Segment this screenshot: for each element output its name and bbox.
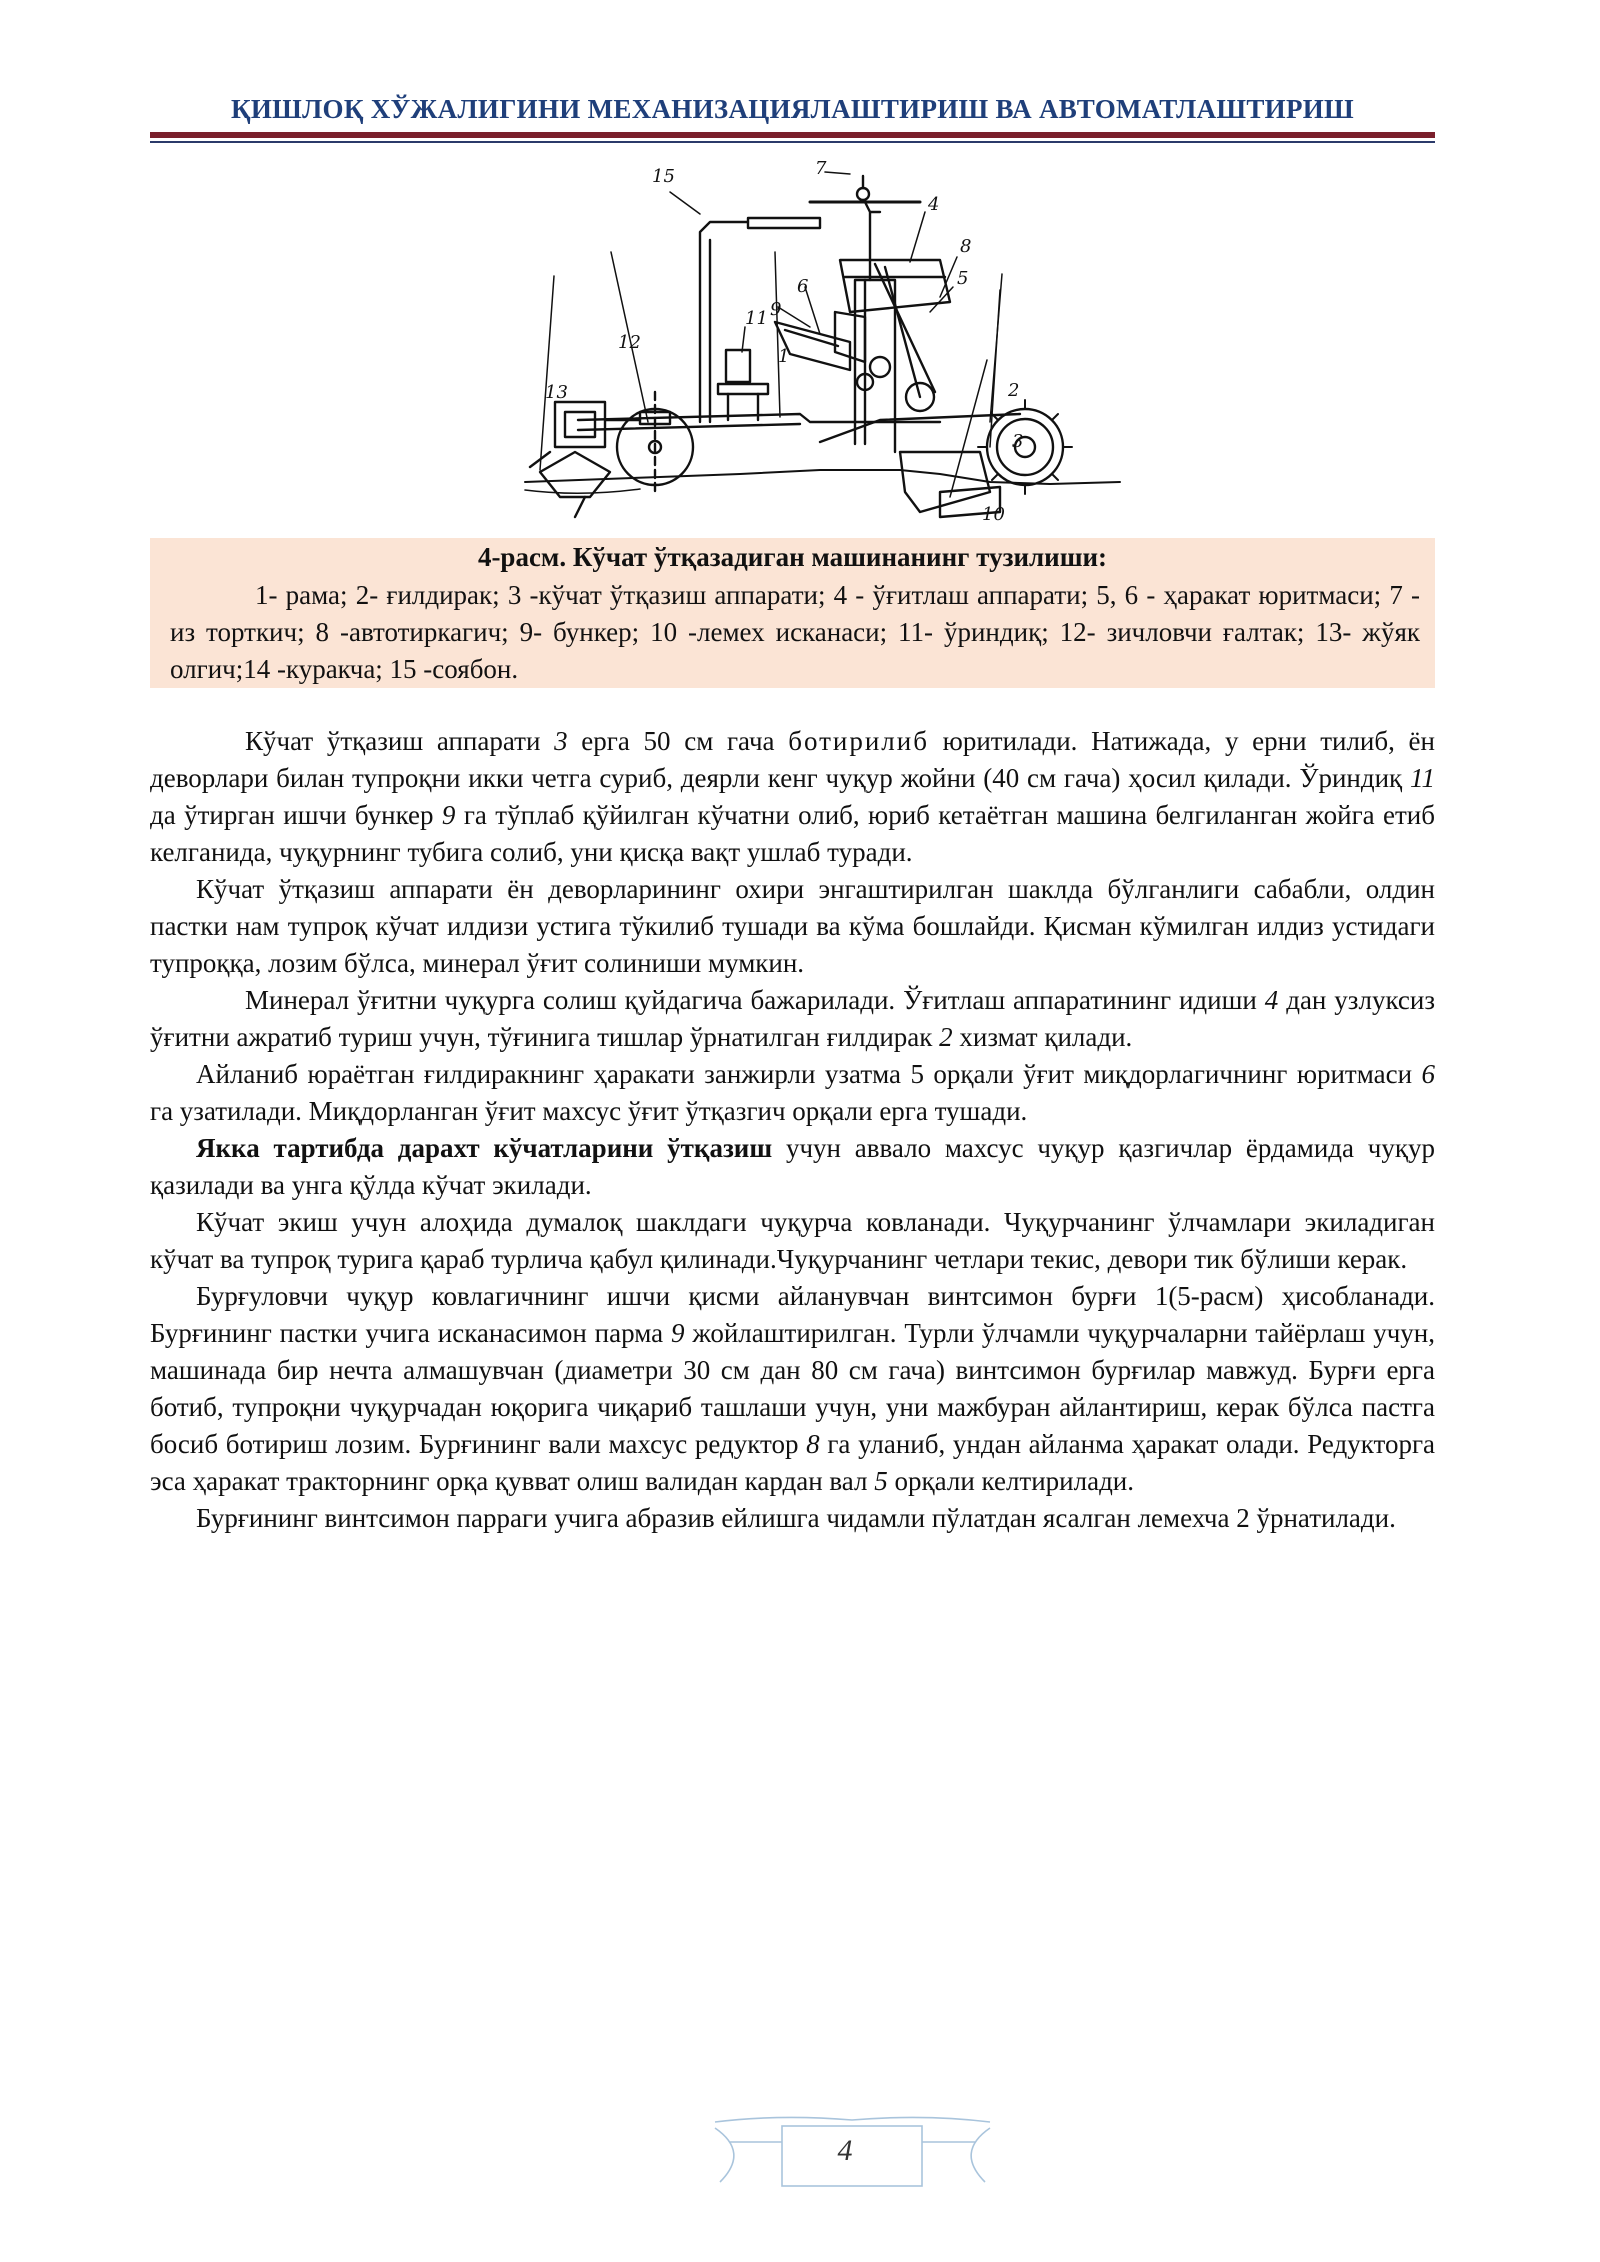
paragraph: Айланиб юраётган ғилдиракнинг ҳаракати занжирли узатма 5 орқали ўғит миқдорлагичнинг юритмаси 6 га узатилади. Миқдорланган ўғит махсус ўғит ўтқазгич орқали ерга тушади. <box>150 1059 1435 1126</box>
figure-label: 3 <box>1012 431 1024 452</box>
seedling-planter-machine-diagram <box>520 152 1160 540</box>
caption-legend: 1- рама; 2- ғилдирак; 3 -кўчат ўтқазиш аппарати; 4 - ўғитлаш аппарати; 5, 6 - ҳаракат юритмаси; 7 - из торткич; 8 -автотиркагич; 9- бункер; 10 -лемех исканаси; 11- ўриндиқ; 12- зичловчи ғалтак; 13- жўяк олгич;14 -куракча; 15 -соябон. <box>170 580 1420 684</box>
paragraph: Бурғуловчи чуқур ковлагичнинг ишчи қисми айланувчан винтсимон бурғи 1(5-расм) ҳисобланади. Бурғининг пастки учига исканасимон парма 9 жойлаштирилган. Турли ўлчамли чуқурчаларни тайёрлаш учун, машинада бир нечта алмашувчан (диаметри 30 см дан 80 см гача) винтсимон бурғилар мавжуд. Бурғи ерга ботиб, тупроқни чуқурчадан юқорига чиқариб ташлаши учун, уни мажбуран айлантириш, керак бўлса пастга босиб ботириш лозим. Бурғининг вали махсус редуктор 8 га уланиб, ундан айланма ҳаракат олади. Редукторга эса ҳаракат тракторнинг орқа қувват олиш валидан кардан вал 5 орқали келтирилади. <box>150 1281 1435 1496</box>
figure-caption-title: 4-расм. Кўчат ўтқазадиган машинанинг тузилиши: <box>477 542 1108 572</box>
figure-label: 5 <box>957 268 969 289</box>
header-rule-thin <box>150 141 1435 143</box>
figure-label: 9 <box>770 299 782 320</box>
figure-label: 1 <box>778 346 790 367</box>
figure-label: 8 <box>960 236 972 257</box>
paragraph: Бурғининг винтсимон парраги учига абразив ейлишга чидамли пўлатдан ясалган лемехча 2 ўрнатилади. <box>196 1503 1396 1533</box>
figure-label: 10 <box>982 504 1005 525</box>
paragraph: Минерал ўғитни чуқурга солиш қуйдагича бажарилади. Ўғитлаш аппаратининг идиши 4 дан узлуксиз ўғитни ажратиб туриш учун, тўғинига тишлар ўрнатилган ғилдирак 2 хизмат қилади. <box>150 985 1435 1052</box>
running-header: ҚИШЛОҚ ХЎЖАЛИГИНИ МЕХАНИЗАЦИЯЛАШТИРИШ ВА АВТОМАТЛАШТИРИШ <box>230 94 1354 124</box>
body-text <box>150 723 1435 1537</box>
figure-label: 7 <box>815 158 827 179</box>
figure-label: 12 <box>618 332 641 353</box>
figure-label: 4 <box>928 194 940 215</box>
header-rule-thick <box>150 132 1435 138</box>
paragraph: Якка тартибда дарахт кўчатларини ўтқазиш учун аввало махсус чуқур қазгичлар ёрдамида чуқур қазилади ва унга қўлда кўчат экилади. <box>150 1133 1435 1200</box>
figure-label: 13 <box>545 382 568 403</box>
figure-label: 15 <box>652 166 675 187</box>
paragraph: Кўчат экиш учун алоҳида думалоқ шаклдаги чуқурча ковланади. Чуқурчанинг ўлчамлари экиладиган кўчат ва тупроқ турига қараб турлича қабул қилинади.Чуқурчанинг четлари текис, девори тик бўлиши керак. <box>150 1207 1435 1274</box>
figure-label: 11 <box>745 308 768 329</box>
figure-label: 2 <box>1008 380 1020 401</box>
figure-label: 6 <box>797 276 809 297</box>
page-number: 4 <box>837 2134 853 2167</box>
paragraph: Кўчат ўтқазиш аппарати 3 ерга 50 см гача ботирилиб юритилади. Натижада, у ерни тилиб, ён деворлари билан тупроқни икки четга суриб, деярли кенг чуқур жойни (40 см гача) ҳосил қилади. Ўриндиқ 11 да ўтирган ишчи бункер 9 га тўплаб қўйилган кўчатни олиб, юриб кетаётган машина белгиланган жойга етиб келганида, чуқурнинг тубига солиб, уни қисқа вақт ушлаб туради. <box>150 726 1435 867</box>
figure-caption-text <box>170 577 1420 688</box>
paragraph: Кўчат ўтқазиш аппарати ён деворларининг охири энгаштирилган шаклда бўлганлиги сабабли, олдин пастки нам тупроқ кўчат илдизи устига тўкилиб тушади ва кўма бошлайди. Қисман кўмилган илдиз устидаги тупроққа, лозим бўлса, минерал ўғит солиниши мумкин. <box>150 874 1435 978</box>
